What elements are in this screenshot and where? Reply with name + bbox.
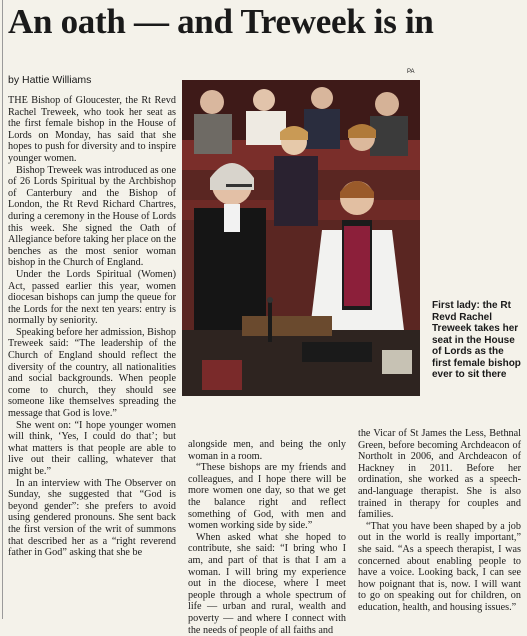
paragraph: She went on: “I hope younger women will think, ‘Yes, I could do that’; but what matters is that people are able to live out their calling, whatever that might be.” [8, 419, 176, 477]
article-column-1 [8, 95, 176, 619]
paragraph: alongside men, and being the only woman in a room. [188, 439, 346, 462]
paragraph: In an interview with The Observer on Sunday, she suggested that “God is beyond gender”: she prefers to avoid using gendered pronouns. She sent back the first version of the writ of summons that described her as a “right reverend father in God” asking that she be [8, 477, 176, 559]
headline: An oath — and Treweek is in [8, 2, 434, 41]
ceremony-photo-illustration [182, 80, 420, 396]
paragraph: “That you have been shaped by a job out in the world is really important,” she said. “As a speech therapist, I was concerned about enabling people to have a voice. Looking back, I can see how poignant that is, now. I will want to go on speaking out for children, on education, health, and housing issues.” [358, 520, 521, 613]
article-column-3 [358, 428, 521, 619]
ceremony-photo [182, 80, 420, 396]
paragraph: Under the Lords Spiritual (Women) Act, passed earlier this year, women diocesan bishops can jump the queue for the Lords for the next ten years: entry is normally by seniority. [8, 268, 176, 327]
photo-credit: PA [407, 69, 415, 75]
page-edge-rule [2, 0, 3, 619]
paragraph: the Vicar of St James the Less, Bethnal Green, before becoming Archdeacon of Northolt in 2006, and Archdeacon of Hackney in 2011. Before her ordination, she worked as a speech- and-language therapist. She is also trained in therapy for couples and families. [358, 428, 521, 521]
paragraph: Bishop Treweek was introduced as one of 26 Lords Spiritual by the Archbishop of Canterbury and the Bishop of London, the Rt Revd Richard Chartres, during a ceremony in the House of Lords this week. She signed the Oath of Allegiance before taking her place on the benches as the most senior woman bishop in the Church of England. [8, 164, 177, 269]
paragraph: THE Bishop of Gloucester, the Rt Revd Rachel Treweek, who took her seat as the first female bishop in the House of Lords on Monday, has said that she hopes to push for diversity and to inspire younger women. [8, 95, 176, 164]
byline: by Hattie Williams [8, 74, 92, 86]
article-column-2 [188, 439, 346, 636]
photo-caption: First lady: the Rt Revd Rachel Treweek takes her seat in the House of Lords as the first female bishop ever to sit there [432, 300, 521, 380]
paragraph: When asked what she hoped to contribute, she said: “I bring who I am, and part of that is that I am a woman. I will bring my experience out in the diocese, where I meet people through a whole spectrum of life — urban and rural, wealth and poverty — and where I connect with the needs of people of all faiths and [188, 531, 346, 636]
paragraph: “These bishops are my friends and colleagues, and I hope there will be more women one day, so that we get the balance right and reflect something of God, with men and women working side by side.” [188, 462, 346, 532]
paragraph: Speaking before her admission, Bishop Treweek said: “The leadership of the Church of England should reflect the diversity of the country, all nationalities and social backgrounds. When people come to church, they should see someone like themselves spreading the message that God is love.” [8, 326, 176, 420]
